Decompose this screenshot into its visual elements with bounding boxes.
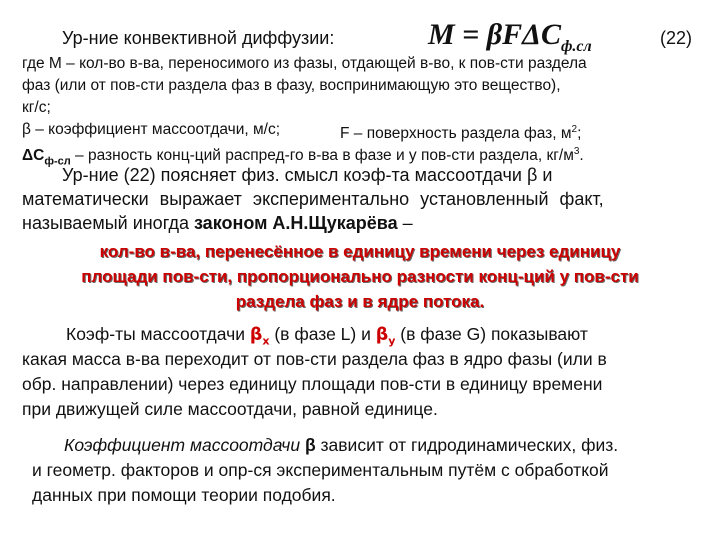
equation-label: Ур-ние конвективной диффузии:: [62, 28, 335, 48]
paragraph1-line3: [22, 211, 413, 235]
beta-x-symbol: [249, 325, 270, 348]
paragraph2-line4: при движущей силе массоотдачи, равной единице.: [22, 399, 438, 419]
definition-f-end: ;: [577, 125, 582, 143]
paragraph3-line3: данных при помощи теории подобия.: [32, 485, 336, 505]
paragraph1-prefix: называемый иногда: [22, 213, 194, 233]
formula-main: M = βFΔC: [428, 18, 561, 51]
definition-m-line2: фаз (или от пов-сти раздела фаз в фазу, воспринимающую это вещество),: [22, 77, 561, 94]
beta-y-subscript: y: [388, 334, 396, 348]
equation-number: (22): [660, 28, 693, 48]
shchukarev-law-name: законом А.Н.Щукарёва: [193, 213, 398, 233]
paragraph3-rest: зависит от гидродинамических, физ.: [315, 435, 619, 455]
beta-y-letter: β: [375, 325, 389, 345]
paragraph1-line2: математически выражает экспериментально установленный факт,: [22, 189, 604, 209]
delta-c-text: – разность конц-ций распред-го в-ва в фазе и у пов-сти раздела, кг/м: [70, 147, 574, 165]
paragraph1-suffix: –: [397, 213, 413, 233]
definition-f-text: F – поверхность раздела фаз, м: [340, 125, 572, 143]
paragraph2-line3: обр. направлении) через единицу площади пов-сти в единицу времени: [22, 374, 603, 394]
paragraph2-line2: какая масса в-ва переходит от пов-сти раздела фаз в ядро фазы (или в: [22, 349, 607, 369]
paragraph3-line1: [64, 433, 618, 457]
definition-m-line3: кг/с;: [22, 99, 51, 116]
law-statement-line1: кол-во в-ва, перенесённое в единицу времени через единицу: [99, 242, 621, 261]
paragraph2-seg2: (в фазе L) и: [269, 324, 376, 344]
delta-c-symbol: ΔC: [22, 147, 45, 165]
paragraph3-italic: Коэффициент массоотдачи: [64, 435, 305, 455]
paragraph1-line1: Ур-ние (22) поясняет физ. смысл коэф-та массоотдачи β и: [62, 165, 553, 185]
beta-x-letter: β: [249, 325, 263, 345]
delta-c-sup: 3: [573, 146, 580, 157]
mass-transfer-formula: [428, 18, 592, 56]
definition-f-sup: 2: [571, 124, 578, 135]
delta-c-end: .: [579, 147, 584, 165]
beta-x-subscript: x: [262, 334, 270, 348]
beta-y-symbol: [375, 325, 396, 348]
definition-beta: β – коэффициент массоотдачи, м/с;: [22, 121, 281, 138]
law-statement-line3: раздела фаз и в ядре потока.: [235, 292, 485, 311]
paragraph3-line2: и геометр. факторов и опр-ся экспериментальным путём с обработкой: [32, 460, 609, 480]
paragraph3-beta: β: [304, 435, 316, 455]
law-statement-line2: площади пов-сти, пропорционально разности конц-ций у пов-сти: [81, 267, 639, 286]
formula-subscript: ф.сл: [560, 38, 592, 55]
paragraph2-seg3: (в фазе G) показывают: [395, 324, 588, 344]
delta-c-subscript: ф-сл: [44, 155, 71, 168]
paragraph2-seg1: Коэф-ты массоотдачи: [66, 324, 250, 344]
definition-m-line1: где M – кол-во в-ва, переносимого из фазы, отдающей в-во, к пов-сти раздела: [22, 55, 587, 72]
